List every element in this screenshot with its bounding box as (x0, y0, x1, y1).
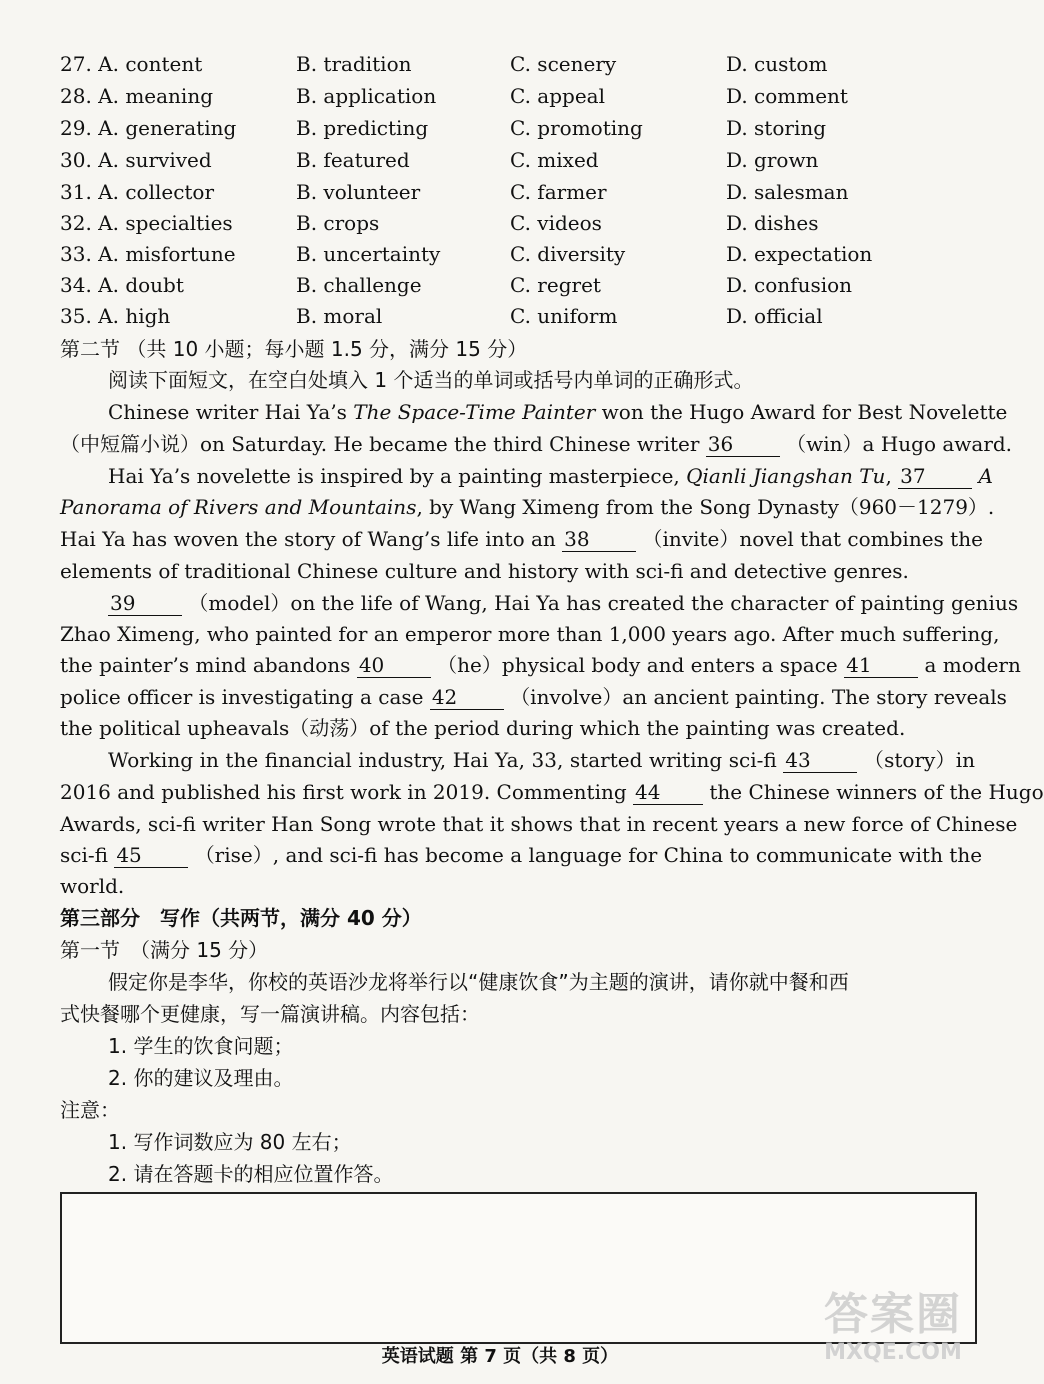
passage-line (60, 682, 1007, 713)
passage-line (60, 840, 983, 871)
passage-line (60, 745, 975, 776)
option-a: 34. A. doubt (60, 273, 184, 297)
option-row-33 (60, 242, 980, 272)
option-c: C. scenery (510, 52, 617, 76)
blank-37[interactable]: 37 (898, 464, 972, 489)
option-d: D. official (726, 304, 823, 328)
passage-line: Hai Ya’s novelette is inspired by a painting masterpiece, Qianli Jiangshan Tu, 37 A (108, 464, 993, 488)
passage-line: elements of traditional Chinese culture and history with sci-fi and detective genres. (60, 559, 909, 583)
section2-instruction: 阅读下面短文，在空白处填入 1 个适当的单词或括号内单词的正确形式。 (108, 368, 754, 392)
part3-heading: 第三部分 写作（共两节，满分 40 分） (60, 906, 422, 930)
blank-43[interactable]: 43 (783, 748, 857, 773)
passage-line: world. (60, 874, 125, 898)
option-b: B. crops (296, 211, 380, 235)
blank-36[interactable]: 36 (706, 432, 780, 457)
writing-prompt: 假定你是李华，你校的英语沙龙将举行以“健康饮食”为主题的演讲，请你就中餐和西 (108, 970, 849, 994)
blank-44[interactable]: 44 (633, 780, 703, 805)
option-d: D. confusion (726, 273, 853, 297)
option-a: 31. A. collector (60, 180, 215, 204)
option-c: C. diversity (510, 242, 626, 266)
passage-line: Zhao Ximeng, who painted for an emperor more than 1,000 years ago. After much suffering, (60, 622, 1000, 646)
option-row-28 (60, 84, 980, 114)
text: the painter’s mind abandons (60, 653, 351, 677)
option-c: C. videos (510, 211, 602, 235)
option-row-32 (60, 211, 980, 241)
option-c: C. uniform (510, 304, 618, 328)
text: Hai Ya’s novelette is inspired by a painting masterpiece, (108, 464, 680, 488)
blank-41[interactable]: 41 (844, 653, 918, 678)
option-row-29 (60, 116, 980, 146)
writing-prompt: 式快餐哪个更健康，写一篇演讲稿。内容包括： (60, 1002, 480, 1026)
content-item: 1. 学生的饮食问题； (108, 1034, 294, 1058)
option-c: C. mixed (510, 148, 599, 172)
option-b: B. challenge (296, 273, 422, 297)
blank-45[interactable]: 45 (114, 843, 188, 868)
passage-line (60, 588, 1019, 619)
passage-line (60, 650, 1021, 681)
option-row-31 (60, 180, 980, 210)
option-b: B. application (296, 84, 437, 108)
option-c: C. regret (510, 273, 601, 297)
text: Working in the financial industry, Hai Ya, 33, started writing sci-fi (108, 748, 777, 772)
option-a: 33. A. misfortune (60, 242, 236, 266)
option-a: 29. A. generating (60, 116, 237, 140)
title-italic: The Space-Time Painter (353, 400, 596, 424)
page-footer: 英语试题 第 7 页（共 8 页） (381, 1346, 619, 1367)
option-b: B. volunteer (296, 180, 421, 204)
option-row-34 (60, 273, 980, 303)
option-d: D. custom (726, 52, 828, 76)
text: （中短篇小说）on Saturday. He became the third Chinese writer (60, 432, 700, 456)
text: Chinese writer Hai Ya’s (108, 400, 347, 424)
text: （story）in (863, 748, 976, 772)
blank-39[interactable]: 39 (108, 591, 182, 616)
option-a: 27. A. content (60, 52, 203, 76)
option-c: C. farmer (510, 180, 607, 204)
option-b: B. tradition (296, 52, 412, 76)
title-italic: Qianli Jiangshan Tu (686, 464, 886, 488)
text: 2016 and published his first work in 2019. Commenting (60, 780, 627, 804)
text: Hai Ya has woven the story of Wang’s life into an (60, 527, 556, 551)
text: won the Hugo Award for Best Novelette (601, 400, 1008, 424)
watermark-url: MXQE.COM (824, 1340, 962, 1365)
note-label: 注意： (60, 1098, 120, 1122)
option-row-30 (60, 148, 980, 178)
content-item: 2. 你的建议及理由。 (108, 1066, 294, 1090)
text: （win）a Hugo award. (786, 432, 1013, 456)
option-row-27 (60, 52, 980, 82)
text: （he）physical body and enters a space (437, 653, 838, 677)
option-c: C. appeal (510, 84, 605, 108)
passage-line (60, 397, 1008, 428)
option-a: 28. A. meaning (60, 84, 214, 108)
option-row-35 (60, 304, 980, 334)
passage-line (60, 492, 995, 523)
text: （involve）an ancient painting. The story reveals (510, 685, 1007, 709)
text: a modern (924, 653, 1021, 677)
option-b: B. featured (296, 148, 410, 172)
option-d: D. salesman (726, 180, 849, 204)
option-a: 32. A. specialties (60, 211, 233, 235)
title-italic: Panorama of Rivers and Mountains (60, 495, 417, 519)
option-a: 30. A. survived (60, 148, 212, 172)
option-b: B. moral (296, 304, 383, 328)
watermark-logo: 答案圈 (824, 1289, 962, 1340)
option-d: D. comment (726, 84, 848, 108)
option-a: 35. A. high (60, 304, 171, 328)
part3-section1: 第一节 （满分 15 分） (60, 938, 269, 962)
blank-40[interactable]: 40 (357, 653, 431, 678)
text: （rise）, and sci-fi has become a language for China to communicate with the (194, 843, 983, 867)
note-item: 1. 写作词数应为 80 左右； (108, 1130, 352, 1154)
passage-line (60, 429, 1013, 460)
option-d: D. grown (726, 148, 819, 172)
text: sci-fi (60, 843, 108, 867)
option-b: B. uncertainty (296, 242, 441, 266)
passage-line: the political upheavals（动荡）of the period during which the painting was created. (60, 716, 906, 740)
option-d: D. dishes (726, 211, 819, 235)
text: （invite）novel that combines the (642, 527, 983, 551)
note-item: 2. 请在答题卡的相应位置作答。 (108, 1162, 394, 1186)
text: （model）on the life of Wang, Hai Ya has created the character of painting genius (188, 591, 1019, 615)
blank-42[interactable]: 42 (430, 685, 504, 710)
section2-heading: 第二节 （共 10 小题；每小题 1.5 分，满分 15 分） (60, 337, 528, 361)
title-italic: A (978, 464, 993, 488)
passage-line: Awards, sci-fi writer Han Song wrote that it shows that in recent years a new force of Chinese (60, 812, 1018, 836)
passage-line (60, 524, 983, 555)
text: police officer is investigating a case (60, 685, 424, 709)
text: the Chinese winners of the Hugo (709, 780, 1044, 804)
option-d: D. expectation (726, 242, 873, 266)
option-d: D. storing (726, 116, 827, 140)
text: , by Wang Ximeng from the Song Dynasty（960－1279）. (416, 495, 995, 519)
option-b: B. predicting (296, 116, 429, 140)
blank-38[interactable]: 38 (562, 527, 636, 552)
passage-line (60, 777, 1044, 808)
option-c: C. promoting (510, 116, 643, 140)
